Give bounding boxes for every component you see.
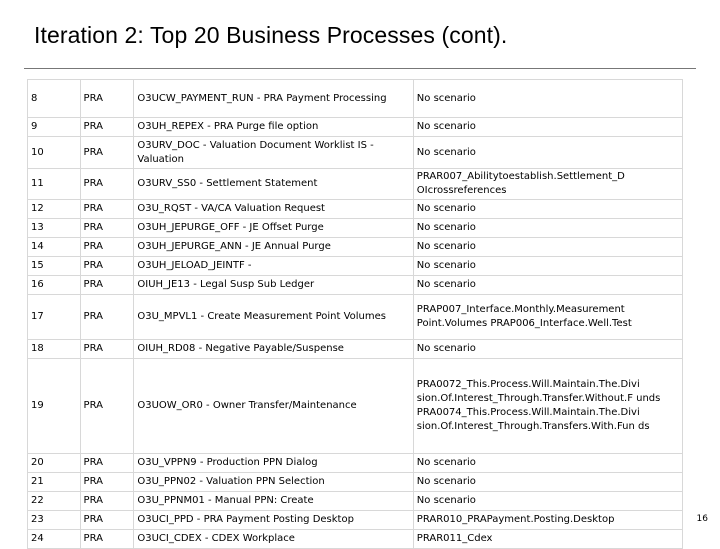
row-number-cell: 19	[28, 359, 81, 454]
process-cell: O3URV_SS0 - Settlement Statement	[134, 169, 413, 200]
table-row	[28, 200, 683, 219]
table-row	[28, 276, 683, 295]
table-row	[28, 118, 683, 137]
scenario-cell: No scenario	[413, 200, 682, 219]
scenario-cell: No scenario	[413, 219, 682, 238]
business-process-table-body	[28, 80, 683, 549]
row-number-cell: 22	[28, 492, 81, 511]
process-cell: O3U_MPVL1 - Create Measurement Point Volumes	[134, 295, 413, 340]
row-number-cell: 23	[28, 511, 81, 530]
row-number-cell: 8	[28, 80, 81, 118]
process-cell: O3UH_JEPURGE_ANN - JE Annual Purge	[134, 238, 413, 257]
table-row	[28, 169, 683, 200]
table-row	[28, 454, 683, 473]
module-cell: PRA	[80, 238, 134, 257]
row-number-cell: 9	[28, 118, 81, 137]
module-cell: PRA	[80, 359, 134, 454]
process-cell: O3U_PPN02 - Valuation PPN Selection	[134, 473, 413, 492]
page-title: Iteration 2: Top 20 Business Processes (cont).	[34, 22, 508, 48]
scenario-cell: PRAR011_Cdex	[413, 530, 682, 549]
module-cell: PRA	[80, 137, 134, 169]
module-cell: PRA	[80, 219, 134, 238]
module-cell: PRA	[80, 169, 134, 200]
module-cell: PRA	[80, 530, 134, 549]
scenario-cell: PRAR010_PRAPayment.Posting.Desktop	[413, 511, 682, 530]
process-cell: O3UOW_OR0 - Owner Transfer/Maintenance	[134, 359, 413, 454]
row-number-cell: 20	[28, 454, 81, 473]
scenario-cell: PRAR007_Abilitytoestablish.Settlement_D OIcrossreferences	[413, 169, 682, 200]
page-number: 16	[696, 514, 708, 524]
module-cell: PRA	[80, 511, 134, 530]
business-process-table	[27, 79, 683, 549]
scenario-cell: No scenario	[413, 276, 682, 295]
module-cell: PRA	[80, 257, 134, 276]
row-number-cell: 11	[28, 169, 81, 200]
scenario-cell: PRAP007_Interface.Monthly.Measurement Point.Volumes PRAP006_Interface.Well.Test	[413, 295, 682, 340]
row-number-cell: 21	[28, 473, 81, 492]
row-number-cell: 16	[28, 276, 81, 295]
module-cell: PRA	[80, 492, 134, 511]
process-cell: OIUH_JE13 - Legal Susp Sub Ledger	[134, 276, 413, 295]
table-row	[28, 238, 683, 257]
table-row	[28, 359, 683, 454]
scenario-cell: PRA0072_This.Process.Will.Maintain.The.Divi sion.Of.Interest_Through.Transfer.Without.F unds PRA0074_This.Process.Will.Maintain.The.Divi sion.Of.Interest_Through.Transfers.With.Fun ds	[413, 359, 682, 454]
process-cell: O3U_PPNM01 - Manual PPN: Create	[134, 492, 413, 511]
table-row	[28, 530, 683, 549]
scenario-cell: No scenario	[413, 454, 682, 473]
module-cell: PRA	[80, 340, 134, 359]
table-row	[28, 80, 683, 118]
scenario-cell: No scenario	[413, 137, 682, 169]
table-row	[28, 340, 683, 359]
row-number-cell: 14	[28, 238, 81, 257]
title-divider	[24, 68, 696, 69]
process-cell: O3UCI_CDEX - CDEX Workplace	[134, 530, 413, 549]
process-cell: O3UCW_PAYMENT_RUN - PRA Payment Processing	[134, 80, 413, 118]
table-row	[28, 219, 683, 238]
module-cell: PRA	[80, 454, 134, 473]
row-number-cell: 17	[28, 295, 81, 340]
table-row	[28, 492, 683, 511]
table-row	[28, 473, 683, 492]
scenario-cell: No scenario	[413, 238, 682, 257]
table-row	[28, 295, 683, 340]
scenario-cell: No scenario	[413, 473, 682, 492]
process-cell: O3U_VPPN9 - Production PPN Dialog	[134, 454, 413, 473]
table-row	[28, 137, 683, 169]
row-number-cell: 12	[28, 200, 81, 219]
scenario-cell: No scenario	[413, 80, 682, 118]
process-cell: OIUH_RD08 - Negative Payable/Suspense	[134, 340, 413, 359]
process-cell: O3UH_JEPURGE_OFF - JE Offset Purge	[134, 219, 413, 238]
scenario-cell: No scenario	[413, 257, 682, 276]
table-row	[28, 511, 683, 530]
scenario-cell: No scenario	[413, 118, 682, 137]
process-cell: O3U_RQST - VA/CA Valuation Request	[134, 200, 413, 219]
process-cell: O3UH_REPEX - PRA Purge file option	[134, 118, 413, 137]
module-cell: PRA	[80, 473, 134, 492]
module-cell: PRA	[80, 276, 134, 295]
row-number-cell: 24	[28, 530, 81, 549]
row-number-cell: 18	[28, 340, 81, 359]
table-row	[28, 257, 683, 276]
row-number-cell: 10	[28, 137, 81, 169]
row-number-cell: 13	[28, 219, 81, 238]
module-cell: PRA	[80, 118, 134, 137]
module-cell: PRA	[80, 80, 134, 118]
process-cell: O3UCI_PPD - PRA Payment Posting Desktop	[134, 511, 413, 530]
module-cell: PRA	[80, 200, 134, 219]
module-cell: PRA	[80, 295, 134, 340]
process-cell: O3URV_DOC - Valuation Document Worklist IS - Valuation	[134, 137, 413, 169]
scenario-cell: No scenario	[413, 340, 682, 359]
process-cell: O3UH_JELOAD_JEINTF -	[134, 257, 413, 276]
scenario-cell: No scenario	[413, 492, 682, 511]
row-number-cell: 15	[28, 257, 81, 276]
